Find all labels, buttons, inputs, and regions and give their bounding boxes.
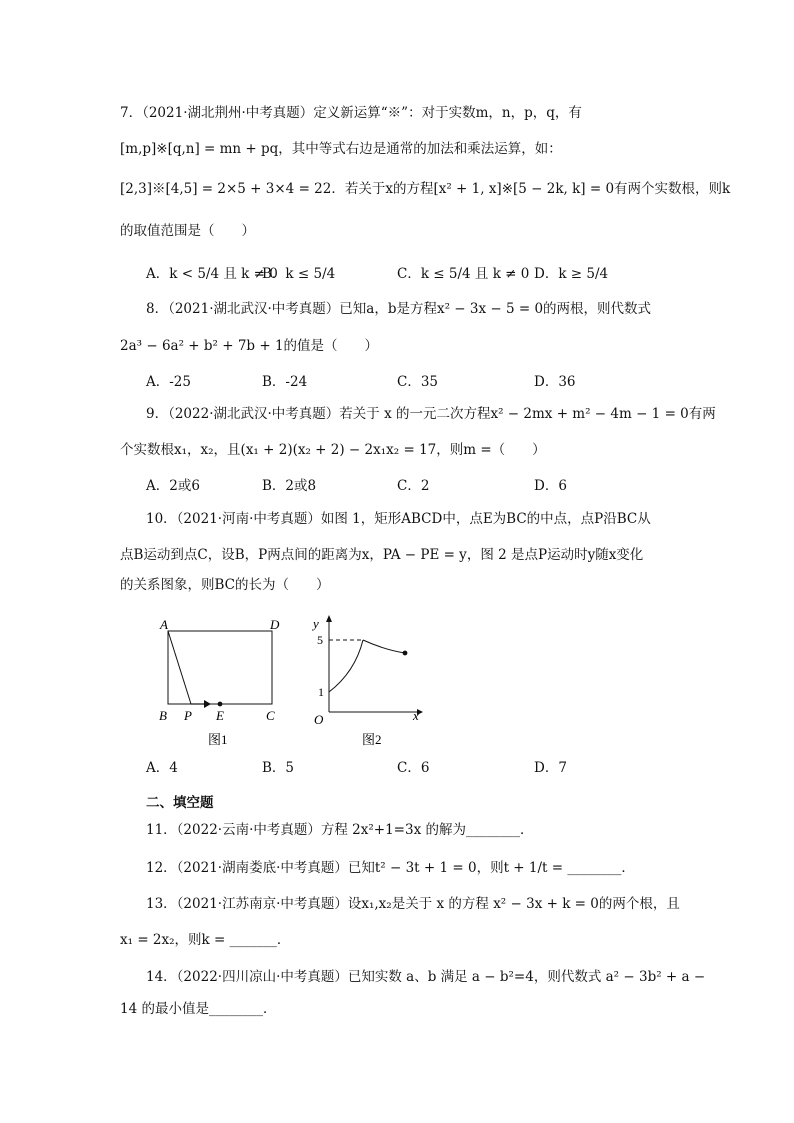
fig1-label-d: D — [270, 617, 280, 632]
section-fill-in-title: 二、填空题 — [146, 795, 214, 811]
q7-option-d: D．k ≥ 5/4 — [534, 266, 609, 282]
fig1-label-c: C — [266, 708, 275, 723]
q10-option-a: A．4 — [146, 760, 178, 776]
fig1-label-p: P — [184, 708, 192, 723]
q10-line2: 点B运动到点C，设B，P两点间的距离为x，PA − PE = y，图 2 是点P运动时y随x变化 — [120, 547, 644, 563]
q10-option-c: C．6 — [397, 760, 430, 776]
fig2-label-y: y — [313, 616, 319, 631]
fig2-label-x: x — [413, 708, 419, 723]
q7-option-c: C．k ≤ 5/4 且 k ≠ 0 — [397, 266, 530, 282]
q7-option-a: A．k < 5/4 且 k ≠ 0 — [146, 266, 278, 282]
fig2-label-1: 1 — [318, 685, 324, 699]
figure-1-rectangle — [150, 612, 290, 747]
q7-line2: [m,p]※[q,n] = mn + pq，其中等式右边是通常的加法和乘法运算，如： — [120, 141, 562, 157]
q8-line1: 8．（2021·湖北武汉·中考真题）已知a，b是方程x² − 3x − 5 = 0的两根，则代数式 — [146, 301, 652, 317]
q8-line2: 2a³ − 6a² + b² + 7b + 1的值是（ ） — [120, 338, 379, 354]
q9-line2: 个实数根x₁，x₂，且(x₁ + 2)(x₂ + 2) − 2x₁x₂ = 17，则m =（ ） — [120, 442, 546, 458]
q14-line2: 14 的最小值是________． — [120, 1001, 277, 1017]
fig2-label-o: O — [314, 712, 324, 727]
q8-option-c: C．35 — [397, 374, 439, 390]
fig2-caption: 图2 — [362, 732, 382, 747]
q7-option-b: B．k ≤ 5/4 — [262, 266, 336, 282]
q7-line3: [2,3]※[4,5] = 2×5 + 3×4 = 22．若关于x的方程[x² + 1, x]※[5 − 2k, k] = 0有两个实数根，则k — [120, 181, 731, 197]
q10-option-d: D．7 — [534, 760, 567, 776]
q14-line1: 14．（2022·四川凉山·中考真题）已知实数 a、b 满足 a − b²=4，则代数式 a² − 3b² + a − — [146, 969, 706, 985]
fig2-label-5: 5 — [317, 633, 323, 647]
q8-option-a: A．-25 — [146, 374, 191, 390]
figure-2-graph — [305, 612, 435, 747]
fig1-label-a: A — [160, 617, 168, 632]
q7-line1: 7．（2021·湖北荆州·中考真题）定义新运算“※”：对于实数m，n，p，q，有 — [120, 105, 582, 121]
q9-option-c: C．2 — [397, 478, 430, 494]
q9-line1: 9．（2022·湖北武汉·中考真题）若关于 x 的一元二次方程x² − 2mx + m² − 4m − 1 = 0有两 — [146, 406, 716, 422]
q11-text: 11．（2022·云南·中考真题）方程 2x²+1=3x 的解为________． — [146, 822, 534, 838]
q9-option-d: D．6 — [534, 478, 567, 494]
fig1-label-e: E — [216, 708, 224, 723]
q8-option-b: B．-24 — [262, 374, 308, 390]
q13-line1: 13．（2021·江苏南京·中考真题）设x₁,x₂是关于 x 的方程 x² − 3x + k = 0的两个根，且 — [146, 896, 680, 912]
q12-text: 12．（2021·湖南娄底·中考真题）已知t² − 3t + 1 = 0，则t + 1/t = ________． — [146, 860, 635, 876]
fig1-caption: 图1 — [208, 732, 228, 747]
q8-option-d: D．36 — [534, 374, 576, 390]
q9-option-b: B．2或8 — [262, 478, 317, 494]
fig1-label-b: B — [159, 708, 167, 723]
q10-line1: 10．（2021·河南·中考真题）如图 1，矩形ABCD中，点E为BC的中点，点P沿BC从 — [146, 511, 651, 527]
q7-line4: 的取值范围是（ ） — [120, 223, 255, 239]
q13-line2: x₁ = 2x₂，则k = _______． — [120, 932, 291, 948]
q10-line3: 的关系图象，则BC的长为（ ） — [120, 577, 330, 593]
q9-option-a: A．2或6 — [146, 478, 200, 494]
q10-option-b: B．5 — [262, 760, 295, 776]
